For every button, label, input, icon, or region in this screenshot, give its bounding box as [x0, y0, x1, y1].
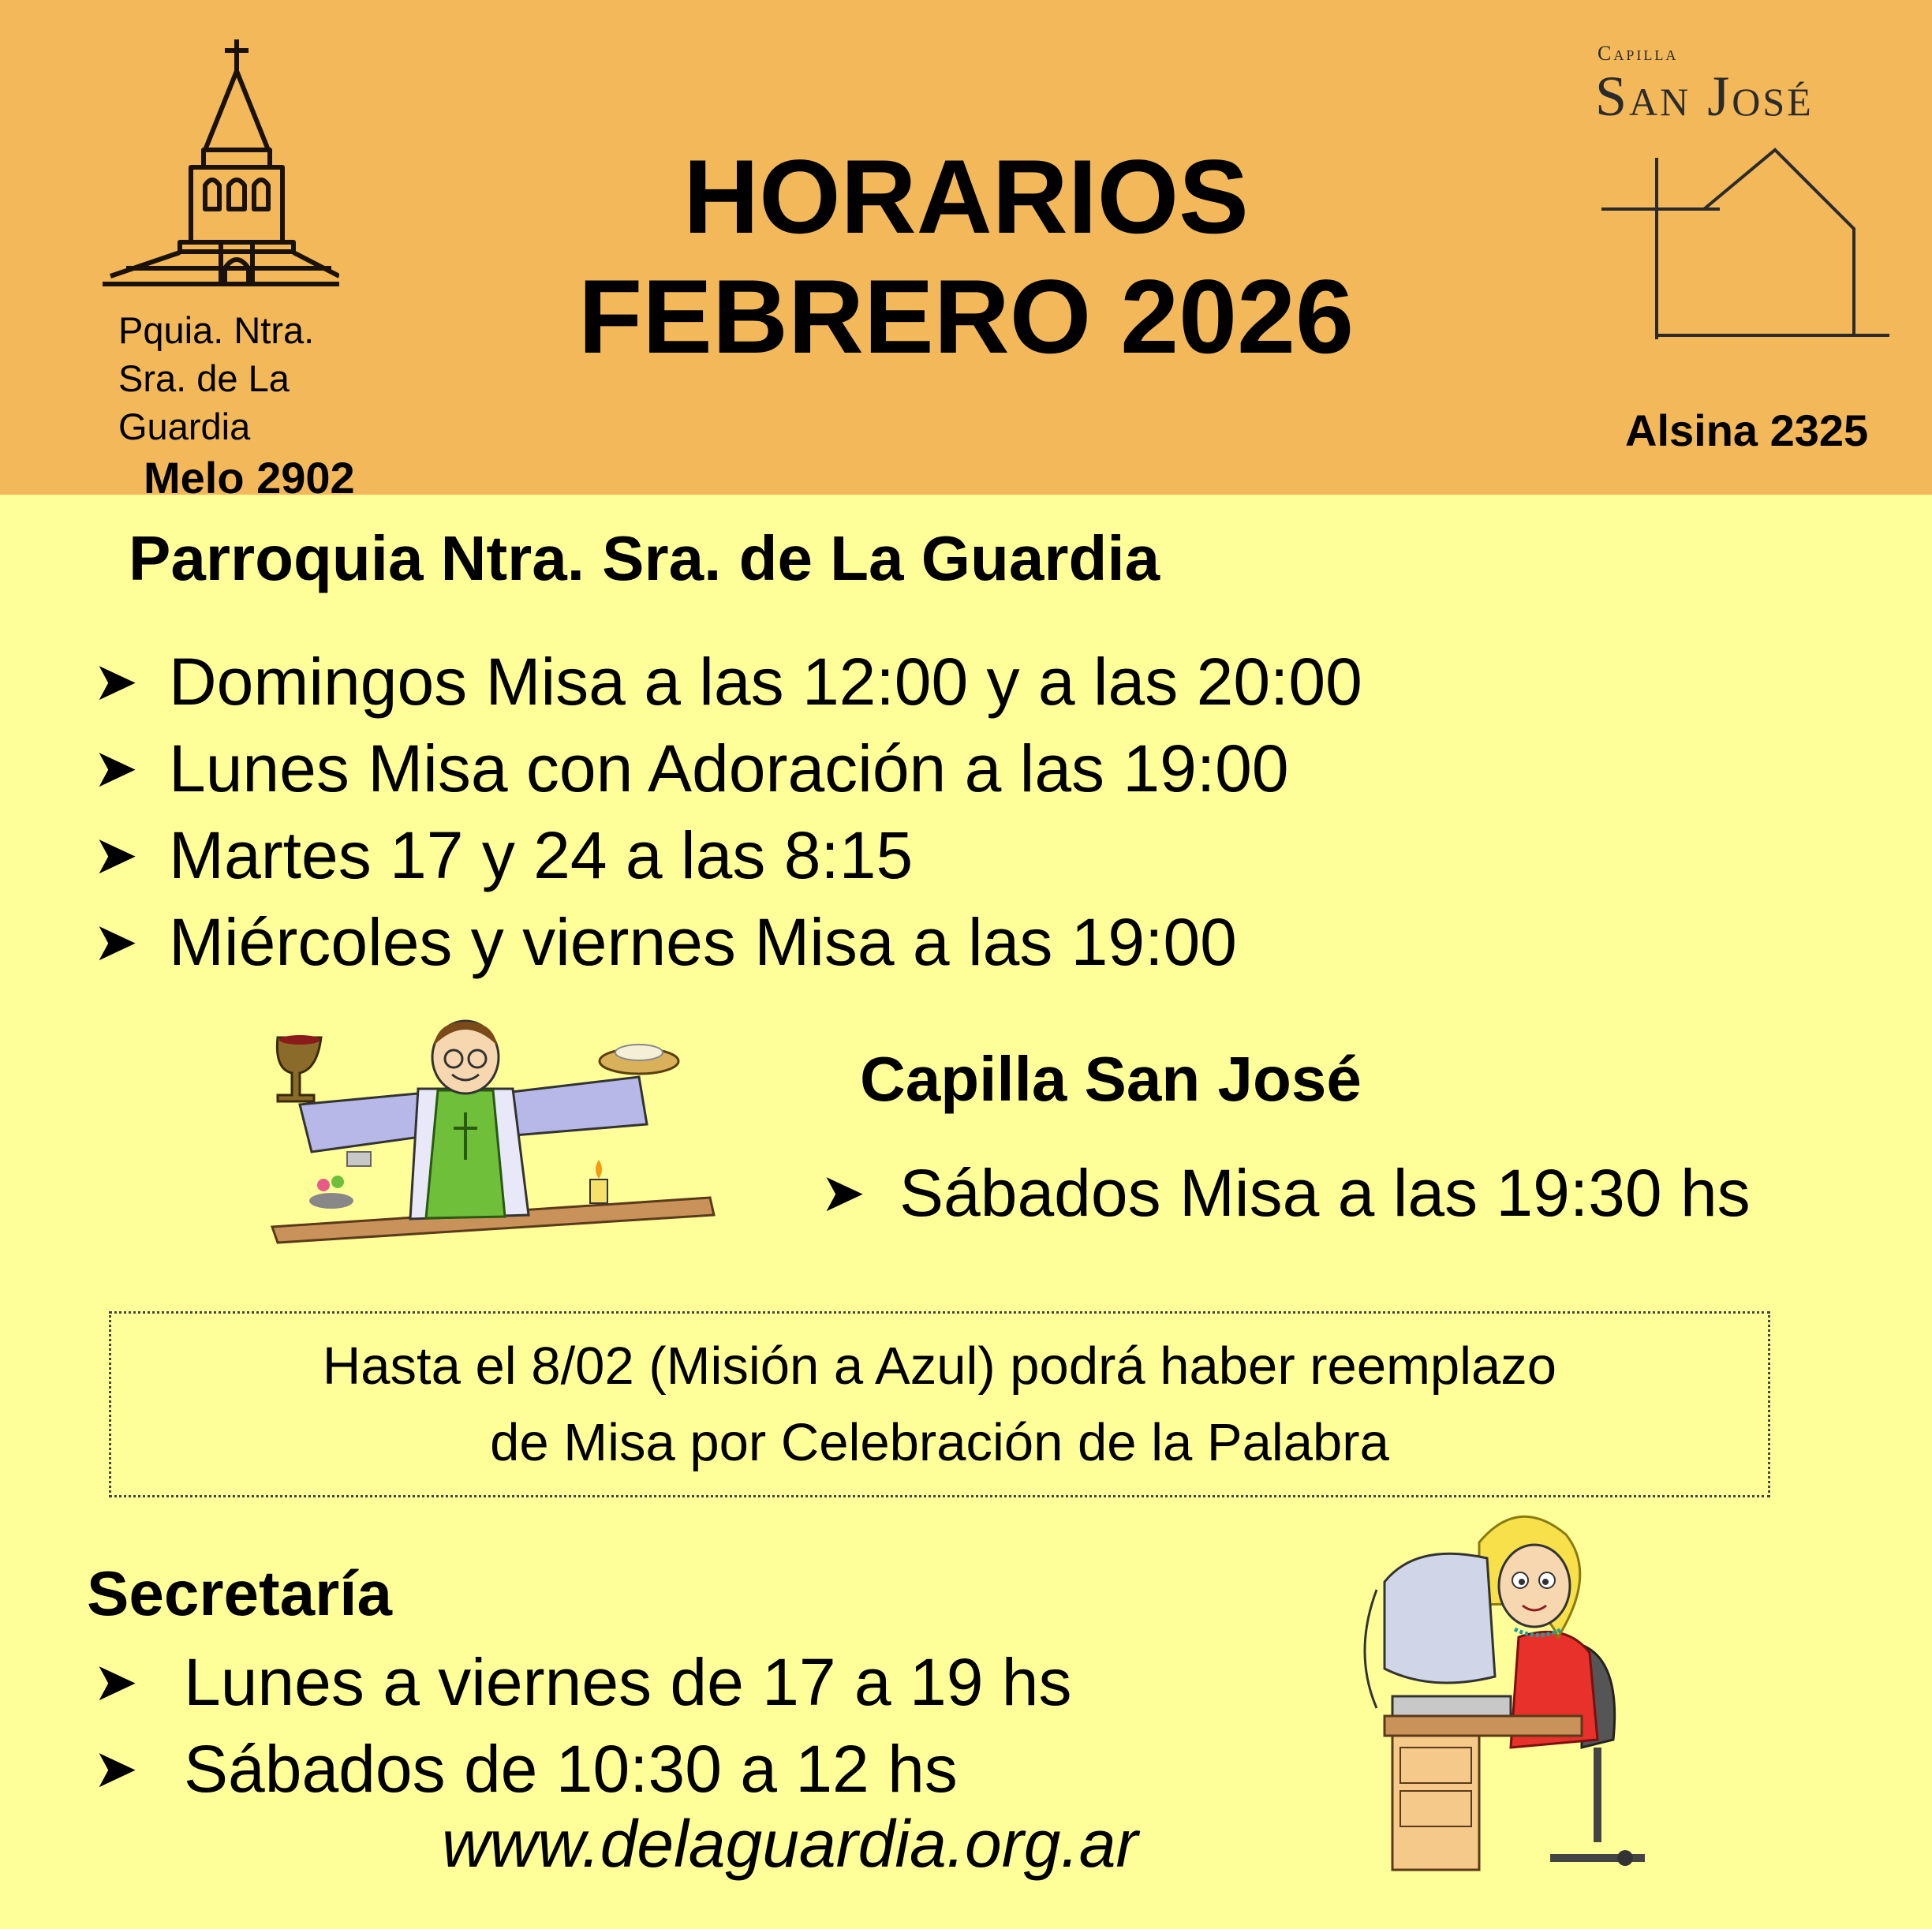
schedule-text: Domingos Misa a las 12:00 y a las 20:00: [169, 645, 1362, 719]
arrow-bullet-icon: ➤: [93, 825, 138, 885]
schedule-text: Lunes Misa con Adoración a las 19:00: [169, 731, 1289, 806]
page-title-line1: HORARIOS: [683, 139, 1249, 256]
website-link[interactable]: www.delaguardia.org.ar: [442, 1807, 1138, 1881]
list-item: [93, 645, 1362, 719]
notice-line: de Misa por Celebración de la Palabra: [490, 1413, 1389, 1472]
cross-house-icon: [1594, 142, 1893, 347]
schedule-text: Martes 17 y 24 a las 8:15: [169, 818, 914, 892]
schedule-text: Sábados Misa a las 19:30 hs: [899, 1156, 1751, 1230]
right-logo-big-text: San José: [1595, 65, 1814, 128]
page-title-line2: FEBRERO 2026: [577, 259, 1355, 376]
left-address: Melo 2902: [144, 453, 355, 503]
list-item: [93, 1645, 1072, 1719]
arrow-bullet-icon: ➤: [93, 652, 138, 712]
right-logo-small-text: Capilla: [1598, 42, 1679, 65]
arrow-bullet-icon: ➤: [93, 1652, 138, 1712]
list-item: [820, 1156, 1751, 1230]
schedule-text: Miércoles y viernes Misa a las 19:00: [169, 905, 1237, 979]
notice-line: Hasta el 8/02 (Misión a Azul) podrá haber reemplazo: [322, 1336, 1557, 1396]
list-item: [93, 731, 1289, 806]
arrow-bullet-icon: ➤: [93, 912, 138, 972]
arrow-bullet-icon: ➤: [93, 738, 138, 798]
list-item: [93, 1732, 958, 1806]
secretary-computer-icon: [1361, 1511, 1661, 1882]
arrow-bullet-icon: ➤: [820, 1163, 865, 1223]
arrow-bullet-icon: ➤: [93, 1739, 138, 1799]
left-logo-caption: Pquia. Ntra. Sra. de La Guardia: [118, 309, 315, 447]
parroquia-section-title: Parroquia Ntra. Sra. de La Guardia: [129, 523, 1160, 593]
priest-altar-icon: [268, 1018, 718, 1247]
schedule-text: Lunes a viernes de 17 a 19 hs: [184, 1645, 1072, 1719]
schedule-text: Sábados de 10:30 a 12 hs: [184, 1732, 958, 1806]
secretaria-section-title: Secretaría: [87, 1558, 392, 1628]
right-address: Alsina 2325: [1625, 406, 1869, 455]
list-item: [93, 818, 914, 892]
list-item: [93, 905, 1237, 979]
notice-box: [109, 1311, 1770, 1497]
capilla-section-title: Capilla San José: [860, 1044, 1362, 1114]
